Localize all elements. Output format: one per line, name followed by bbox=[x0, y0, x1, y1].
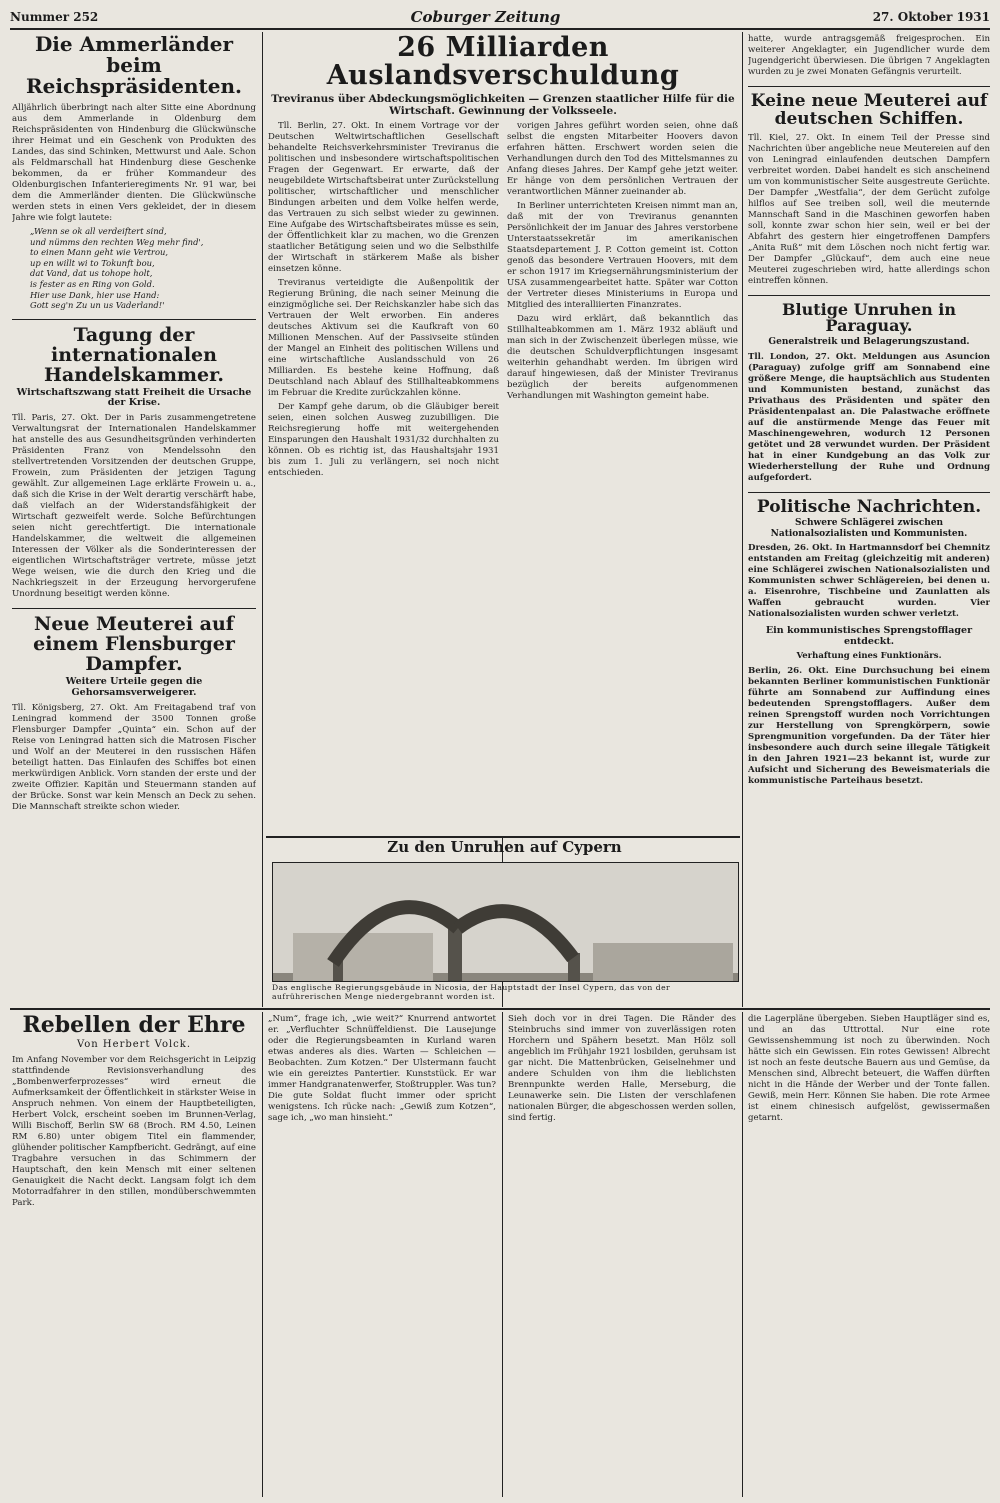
article-title-keine-meuterei: Keine neue Meuterei auf deutschen Schiffen. bbox=[750, 91, 988, 129]
poem-line: up en willt wi to Tokunft bou, bbox=[30, 257, 155, 268]
lead-title: 26 Milliarden Auslandsverschuldung bbox=[326, 34, 680, 92]
column-rule bbox=[742, 32, 743, 1007]
article-body-meuterei: Tll. Königsberg, 27. Okt. Am Freitagabend traf von Leningrad kommend der 3500 Tonnen große Flensburger Dampfer „Quinta“ ein. Schon auf der Reise von Leningrad hatten sich die Matrosen Fischer und Wolf an der Meuterei in den russischen Häfen beteiligt hatten. Das Einlaufen des Schiffes bot einen merkwürdigen Anblick. Vorn standen der erste und der zweite Offizier. Kapitän und Steuermann standen auf der Brücke. Sonst war kein Mensch an Deck zu sehen. Die Mannschaft streikte schon wieder. bbox=[12, 703, 256, 813]
article-subtitle-handelskammer: Wirtschaftszwang statt Freiheit die Ursache der Krise. bbox=[16, 386, 252, 409]
feuilleton-text-1: Im Anfang November vor dem Reichsgericht in Leipzig stattfindende Revisionsverhandlung des „Bombenwerferprozesses“ wird erneut die Aufmerksamkeit der Öffentlichkeit in stärkster Weise in Anspruch nehmen. Von einem der Hauptbeteiligten, Herbert Volck, erscheint soeben im Brunnen-Verlag, Willi Bischoff, Berlin SW 68 (Broch. RM 4.50, Leinen RM 6.80) unter obigem Titel ein flammender, glühender politischer Kampfbericht. Gedrängt, auf eine Tragbahre versuchen in das Schimmern der Hauptschaft, den kein Mensch mit einer seltenen Genauigkeit die Nacht deckt. Langsam folgt ich dem Motorradfahrer in den stillen, mondüberschwemmten Park. bbox=[12, 1054, 256, 1208]
poem-line: Hier use Dank, hier use Hand: bbox=[30, 289, 160, 300]
feuilleton-col-3: Sieh doch vor in drei Tagen. Die Ränder des Steinbruchs sind immer von zuverlässigen roten Horchern und Spähern besetzt. Man Hölz soll angeblich im Frühjahr 1921 losbilden, geruhsam ist gar nicht. Die Mattenbrücken, Geiselnehmer und andere Schulden von ihm die lieblichsten Brennpunkte werden Halle, Merseburg, die Leunawerke sein. Die Listen der verschlafenen nationalen Bürger, die abgeschossen werden sollen, sind fertig. bbox=[508, 1014, 736, 1123]
lead-article bbox=[268, 34, 738, 834]
photo-government-building bbox=[272, 862, 739, 982]
poem-line: Gott seg'n Zu un us Vaderland!' bbox=[30, 300, 165, 311]
article-title-ammerlaender: Die Ammerländer beim Reichspräsidenten. bbox=[26, 34, 242, 98]
issue-date: 27. Oktober 1931 bbox=[872, 10, 990, 24]
article-title-paraguay: Blutige Unruhen in Paraguay. bbox=[781, 299, 956, 336]
lead-subtitle: Treviranus über Abdeckungsmöglichkeiten — Grenzen staatlicher Hilfe für die Wirtschaft. Gewinnung der Volksseele. bbox=[271, 92, 735, 117]
lead-paragraph: In Berliner unterrichteten Kreisen nimmt man an, daß mit der von Treviranus genannten Persönlichkeit der im Januar des Jahres verstorbene Unterstaatssekretär im amerikanischen Staatsdepartement J. P. Cotton gemeint ist. Cotton genoß das besondere Vertrauen Hoovers, mit dem er schon 1917 im Kriegsernährungsministerium der USA zusammengearbeitet hatte. Später war Cotton der Vertreter dieses Ministeriums in Europa und Mitglied des interalliierten Finanzrates. bbox=[507, 200, 738, 310]
lead-paragraph: Tll. Berlin, 27. Okt. In einem Vortrage vor der Deutschen Weltwirtschaftlichen Gesellschaft behandelte Reichsverkehrsminister Treviranus die politischen und insbesondere wirtschaftspolitischen Fragen der Gegenwart. Er erwarte, daß der neugebildete Wirtschaftsbeirat unter Zurückstellung politischer, wirtschaftlicher und menschlicher Bindungen arbeiten und dem Volke helfen werde, das Vertrauen zu sich selbst wieder zu gewinnen. Eine Aufgabe des Wirtschaftsbeirates müsse es sein, der Öffentlichkeit klar zu machen, wo die Grenzen staatlicher Betätigung seien und wo die Selbsthilfe der Wirtschaft in stärkerem Maße als bisher einsetzen könne. bbox=[268, 120, 499, 274]
lead-paragraph: vorigen Jahres geführt worden seien, ohne daß selbst die engsten Mitarbeiter Hoovers davon erfahren hätten. Erschwert worden seien die Verhandlungen durch den Tod des Mittelsmannes zu Anfang dieses Jahres. Der Kampf gehe jetzt weiter. Er hänge von dem persönlichen Vertrauen der verantwortlichen Männer zueinander ab. bbox=[507, 120, 738, 197]
column-rule bbox=[502, 1012, 503, 1497]
issue-number: Nummer 252 bbox=[10, 10, 99, 24]
article-subtitle-sprengstoff: Verhaftung eines Funktionärs. bbox=[796, 651, 942, 661]
feuilleton-col-2: „Num“, frage ich, „wie weit?“ Knurrend antwortet er. „Verfluchter Schnüffeldienst. Die Lausejunge oder die Regierungsbeamten in Kurland waren etwas anderes als dies. Warten — Schleichen — Beobachten. Zum Kotzen.“ Der Ulstermann faucht wie ein gereiztes Pantertier. Kunststück. Er war immer Handgranatenwerfer, Stoßtruppler. Was tun? Die gute Soldat flucht immer oder spricht wenigstens. Ich rücke nach: „Gewiß zum Kotzen“, sage ich, „wo man hinsieht.“ bbox=[268, 1014, 496, 1123]
poem-line: to einen Mann geht wie Vertrou, bbox=[30, 247, 169, 258]
article-body-continued: hatte, wurde antragsgemäß freigesprochen. Ein weiterer Angeklagter, ein Jugendlicher wurde dem Jugendgericht überwiesen. Die übrigen 7 Angeklagten wurden zu je zwei Monaten Gefängnis verurteilt. bbox=[748, 34, 990, 77]
lead-paragraph: Dazu wird erklärt, daß bekanntlich das Stillhalteabkommen am 1. März 1932 abläuft und man sich in der Zwischenzeit überlegen müsse, wie die deutschen Schuldverpflichtungen insgesamt weiterhin gehandhabt werden. Im übrigen wird darauf hingewiesen, daß der Minister Treviranus bezüglich der bereits aufgenommenen Verhandlungen mit Washington gemeint habe. bbox=[507, 313, 738, 401]
poem-line: dat Vand, dat us tohope holt, bbox=[30, 268, 153, 279]
photo-title: Zu den Unruhen auf Cypern bbox=[387, 838, 622, 856]
column-rule bbox=[742, 1012, 743, 1497]
article-separator bbox=[748, 295, 990, 296]
article-body-sprengstoff: Berlin, 26. Okt. Eine Durchsuchung bei einem bekannten Berliner kommunistischen Funktionär führte am Sonnabend zur Auffindung eines bedeutenden Sprengstofflagers. Außer dem reinen Sprengstoff wurden noch Vorrichtungen zur Herstellung von Sprengkörpern, sowie Sprengmunition vorgefunden. Da der Täter hier insbesondere auch durch seine illegale Tätigkeit in den Jahren 1921—23 bekannt ist, wurde zur Aufsicht und Sicherung des Beweismaterials die kommunistische Parteihaus besetzt. bbox=[748, 665, 990, 786]
arches-illustration bbox=[273, 863, 738, 982]
article-title-handelskammer: Tagung der internationalen Handelskammer. bbox=[43, 323, 225, 386]
feuilleton-col-1 bbox=[12, 1014, 256, 1498]
poem bbox=[30, 226, 256, 311]
article-body-ammerlaender: Alljährlich überbringt nach alter Sitte eine Abordnung aus dem Ammerlande in Oldenburg dem Reichspräsidenten von Hindenburg die Glückwünsche ihrer Heimat und ein Geschenk von Produkten des Landes, das sind Schinken, Mettwurst und Aale. Schon als Feldmarschall hat Hindenburg diese Geschenke bekommen, da er früher Kommandeur des Oldenburgischen Infanterieregiments Nr. 91 war, bei dem die Ammerländer dienten. Die Glückwünsche werden stets in einen Vers gekleidet, der in diesem Jahre wie folgt lautete: bbox=[12, 103, 256, 223]
column-rule bbox=[262, 1012, 263, 1497]
feuilleton-rule bbox=[10, 1008, 990, 1010]
article-title-politische-nachrichten: Politische Nachrichten. bbox=[756, 496, 982, 517]
article-separator bbox=[748, 492, 990, 493]
feuilleton-col-4: die Lagerpläne übergeben. Sieben Hauptläger sind es, und an das Uttrottal. Nur eine rote Gewissenshemmung ist noch zu überwinden. Noch hätte sich ein Gewissen. Ein rotes Gewissen! Albrecht ist noch an feste deutsche Bauern aus und Gemüse, da Menschen sind, Albrecht beteuert, die Waffen dürften nicht in die Hände der Werber und der Tonte fallen. Gewiß, mein Herr. Können Sie haben. Die rote Armee ist einem chinesisch aufgelöst, gewissermaßen getarnt. bbox=[748, 1014, 990, 1123]
article-body-keine-meuterei: Tll. Kiel, 27. Okt. In einem Teil der Presse sind Nachrichten über angebliche neue Meutereien auf den von Leningrad einlaufenden deutschen Dampfern verbreitet worden. Dabei handelt es sich anscheinend um von kommunistischer Seite ausgestreute Gerüchte. Der Dampfer „Westfalia“, der dem Gerücht zufolge hilflos auf See treiben soll, weil die meuternde Mannschaft Sand in die Maschinen geworfen haben soll, konnte zwar schon hier sein, weil er bei der Abfahrt des gestern hier eingetroffenen Dampfers „Anita Ruß“ mit dem Löschen noch nicht fertig war. Der Dampfer „Glückauf“, dem auch eine neue Meuterei zugeschrieben wird, hatte allerdings schon eintreffen können. bbox=[748, 132, 990, 286]
article-title-meuterei: Neue Meuterei auf einem Flensburger Dampfer. bbox=[33, 613, 235, 676]
feuilleton-author: Von Herbert Volck. bbox=[76, 1039, 192, 1051]
article-subtitle-meuterei: Weitere Urteile gegen die Gehorsamsverweigerer. bbox=[65, 676, 203, 699]
lead-column-1 bbox=[268, 121, 499, 482]
lead-paragraph: Treviranus verteidigte die Außenpolitik der Regierung Brüning, die nach seiner Meinung die einzigmögliche sei. Der Reichskanzler habe sich das Vertrauen der Welt erworben. Ein anderes deutsches Aktivum sei die Kaufkraft von 60 Millionen Menschen. Auf der Passivseite stünden der Mangel an Einheit des politischen Willens und eine wirtschaftliche Auslandsschuld von 26 Milliarden. Es bestehe keine Hoffnung, daß Deutschland nach Ablauf des Stillhalteabkommens im Februar die Kredite zurückzahlen könne. bbox=[268, 277, 499, 398]
masthead bbox=[10, 6, 990, 30]
newspaper-name: Coburger Zeitung bbox=[410, 8, 561, 26]
article-subtitle-paraguay: Generalstreik und Belagerungszustand. bbox=[768, 337, 970, 348]
poem-line: is fester as en Ring von Gold. bbox=[30, 278, 155, 289]
poem-line: und nümms den rechten Weg mehr find', bbox=[30, 236, 204, 247]
article-separator bbox=[12, 608, 256, 609]
column-rule bbox=[262, 32, 263, 1007]
poem-line: „Wenn se ok all verdeiftert sind, bbox=[30, 226, 167, 236]
article-subtitle-schlaegerei: Schwere Schlägerei zwischen Nationalsozialisten und Kommunisten. bbox=[770, 518, 968, 539]
feuilleton-title: Rebellen der Ehre bbox=[22, 1014, 246, 1038]
column-left bbox=[12, 34, 256, 1006]
photo-caption: Das englische Regierungsgebäude in Nicosia, der Hauptstadt der Insel Cypern, das von der aufrührerischen Menge niedergebrannt worden ist. bbox=[272, 983, 671, 1001]
article-body-paraguay: Tll. London, 27. Okt. Meldungen aus Asuncion (Paraguay) zufolge griff am Sonnabend eine größere Menge, die hauptsächlich aus Studenten und Kommunisten bestand, zunächst das Privathaus des Präsidenten und später den Präsidentenpalast an. Die Palastwache eröffnete auf die anstürmende Menge das Feuer mit Maschinengewehren, wodurch 12 Personen getötet und 28 verwundet wurden. Der Präsident hat in einer Kundgebung an das Volk zur Wiederherstellung der Ruhe und Ordnung aufgefordert. bbox=[748, 351, 990, 483]
article-body-handelskammer: Tll. Paris, 27. Okt. Der in Paris zusammengetretene Verwaltungsrat der Internationalen Handelskammer hat anstelle des aus Gesundheitsgründen verhinderten Präsidenten Franz von Mendelssohn den stellvertretenden Vorsitzenden der deutschen Gruppe, Frowein, zum Präsidenten der jetzigen Tagung gewählt. Zur allgemeinen Lage erklärte Frowein u. a., daß sich die Krise in der Welt derartig verschärft habe, daß vielfach an der Widerstandsfähigkeit der Wirtschaft gezweifelt werde. Solche Befürchtungen seien nicht gerechtfertigt. Die internationale Handelskammer, die weltweit die allgemeinen Interessen der Völker als die Sonderinteressen der eigentlichen Wirtschaftsträger vertrete, müsse jetzt Wege weisen, wie die durch den Krieg und die Nachkriegszeit in der Erzeugung hervorgerufene Unordnung beseitigt werden könne. bbox=[12, 413, 256, 600]
column-right bbox=[748, 34, 990, 1006]
lead-paragraph: Der Kampf gehe darum, ob die Gläubiger bereit seien, einen solchen Ausweg zuzubilligen. Die Reichsregierung hoffe mit weitergehenden Einsparungen den Haushalt 1931/32 durchhalten zu können. Ob es richtig ist, das Haushaltsjahr 1931 bis zum 1. Juli zu verlängern, sei noch nicht entschieden. bbox=[268, 401, 499, 478]
article-body-schlaegerei: Dresden, 26. Okt. In Hartmannsdorf bei Chemnitz entstanden am Freitag (gleichzeitig mit anderen) eine Schlägerei zwischen Nationalsozialisten und Kommunisten schwer Schlägereien, bei denen u. a. Eisenrohre, Tischbeine und Zaunlatten als Waffen gebraucht wurden. Vier Nationalsozialisten wurden schwer verletzt. bbox=[748, 543, 990, 620]
article-separator bbox=[12, 319, 256, 320]
lead-column-2 bbox=[507, 121, 738, 482]
article-title-sprengstoff: Ein kommunistisches Sprengstofflager entdeckt. bbox=[765, 625, 973, 648]
article-separator bbox=[748, 86, 990, 87]
